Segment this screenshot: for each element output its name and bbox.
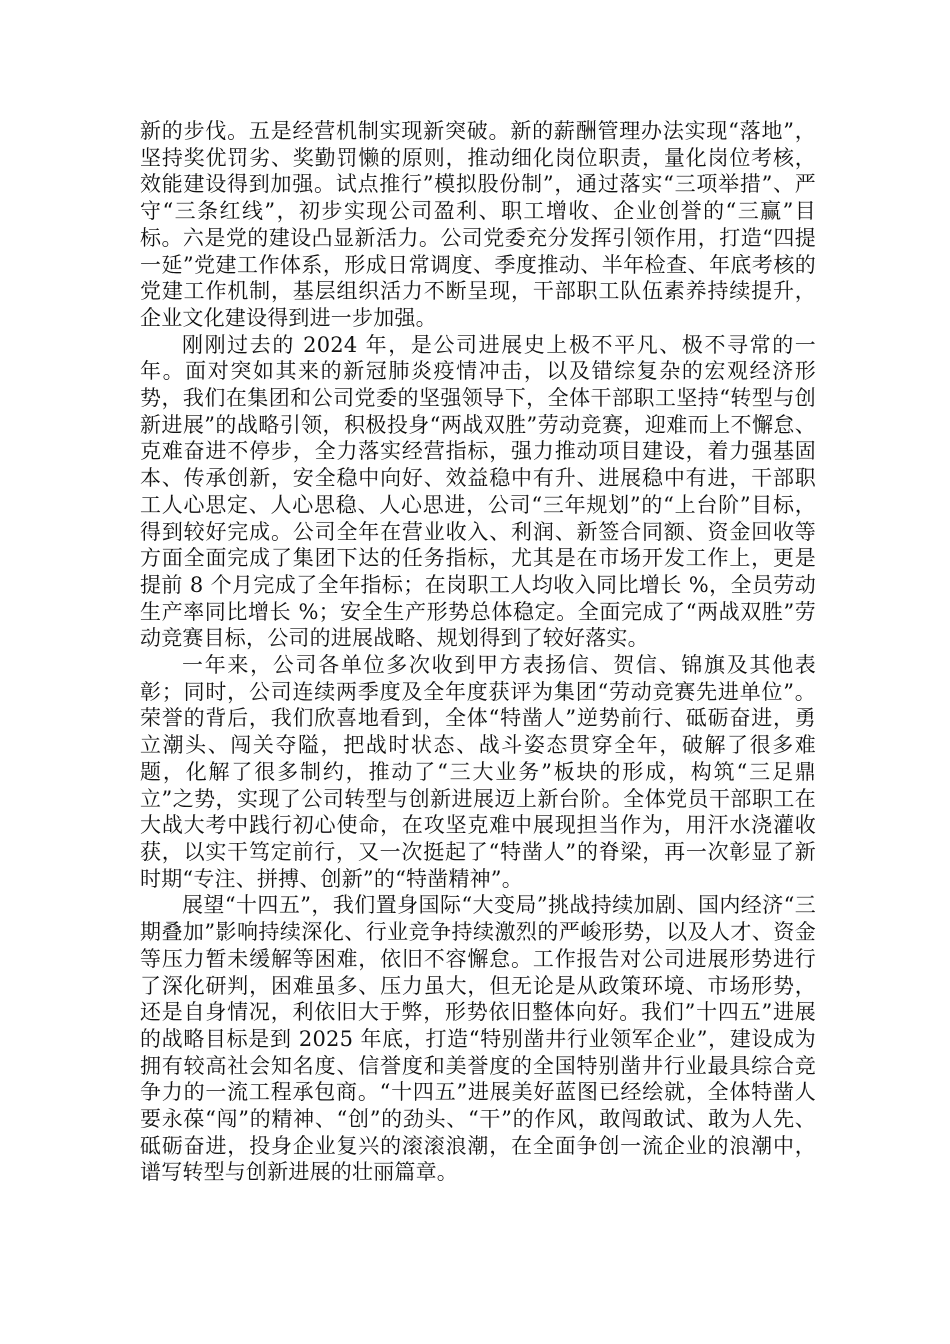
document-body [140, 118, 816, 1186]
paragraph-outlook: 展望“十四五”，我们置身国际“大变局”挑战持续加剧、国内经济“三期叠加”影响持续深化、行业竞争持续激烈的严峻形势，以及人才、资金等压力暂未缓解等困难，依旧不容懈怠。工作报告对公司进展形势进行了深化研判，困难虽多、压力虽大，但无论是从政策环境、市场形势，还是自身情况，利依旧大于弊，形势依旧整体向好。我们”十四五”进展的战略目标是到 2025 年底，打造“特别凿井行业领军企业”，建设成为拥有较高社会知名度、信誉度和美誉度的全国特别凿井行业最具综合竞争力的一流工程承包商。“十四五”进展美好蓝图已经绘就，全体特凿人要永葆“闯”的精神、“创”的劲头、“干”的作风，敢闯敢试、敢为人先、砥砺奋进，投身企业复兴的滚滚浪潮，在全面争创一流企业的浪潮中，谱写转型与创新进展的壮丽篇章。 [140, 893, 816, 1185]
paragraph-continuation: 新的步伐。五是经营机制实现新突破。新的薪酬管理办法实现“落地”，坚持奖优罚劣、奖勤罚懒的原则，推动细化岗位职责，量化岗位考核，效能建设得到加强。试点推行”模拟股份制”，通过落实“三项举措”、严守“三条红线”，初步实现公司盈利、职工增收、企业创誉的“三赢”目标。六是党的建设凸显新活力。公司党委充分发挥引领作用，打造“四提一延”党建工作体系，形成日常调度、季度推动、半年检查、年底考核的党建工作机制，基层组织活力不断呈现，干部职工队伍素养持续提升，企业文化建设得到进一步加强。 [140, 119, 816, 330]
paragraph-honors: 一年来，公司各单位多次收到甲方表扬信、贺信、锦旗及其他表彰；同时，公司连续两季度及全年度获评为集团“劳动竞赛先进单位”。荣誉的背后，我们欣喜地看到，全体“特凿人”逆势前行、砥砺奋进，勇立潮头、闯关夺隘，把战时状态、战斗姿态贯穿全年，破解了很多难题，化解了很多制约，推动了“三大业务”板块的形成，构筑“三足鼎立”之势，实现了公司转型与创新进展迈上新台阶。全体党员干部职工在大战大考中践行初心使命，在攻坚克难中展现担当作为，用汗水浇灌收获，以实干笃定前行，又一次挺起了“特凿人”的脊梁，再一次彰显了新时期“专注、拼搏、创新”的“特凿精神”。 [140, 653, 816, 891]
paragraph-2024-review: 刚刚过去的 2024 年，是公司进展史上极不平凡、极不寻常的一年。面对突如其来的新冠肺炎疫情冲击，以及错综复杂的宏观经济形势，我们在集团和公司党委的坚强领导下，全体干部职工坚持“转型与创新进展”的战略引领，积极投身“两战双胜”劳动竞赛，迎难而上不懈怠、克难奋进不停步，全力落实经营指标，强力推动项目建设，着力强基固本、传承创新，安全稳中向好、效益稳中有升、进展稳中有进，干部职工人心思定、人心思稳、人心思进，公司“三年规划”的“上台阶”目标，得到较好完成。公司全年在营业收入、利润、新签合同额、资金回收等方面全面完成了集团下达的任务指标，尤其是在市场开发工作上，更是提前 8 个月完成了全年指标；在岗职工人均收入同比增长 %，全员劳动生产率同比增长 %；安全生产形势总体稳定。全面完成了“两战双胜”劳动竞赛目标，公司的进展战略、规划得到了较好落实。 [140, 332, 816, 651]
